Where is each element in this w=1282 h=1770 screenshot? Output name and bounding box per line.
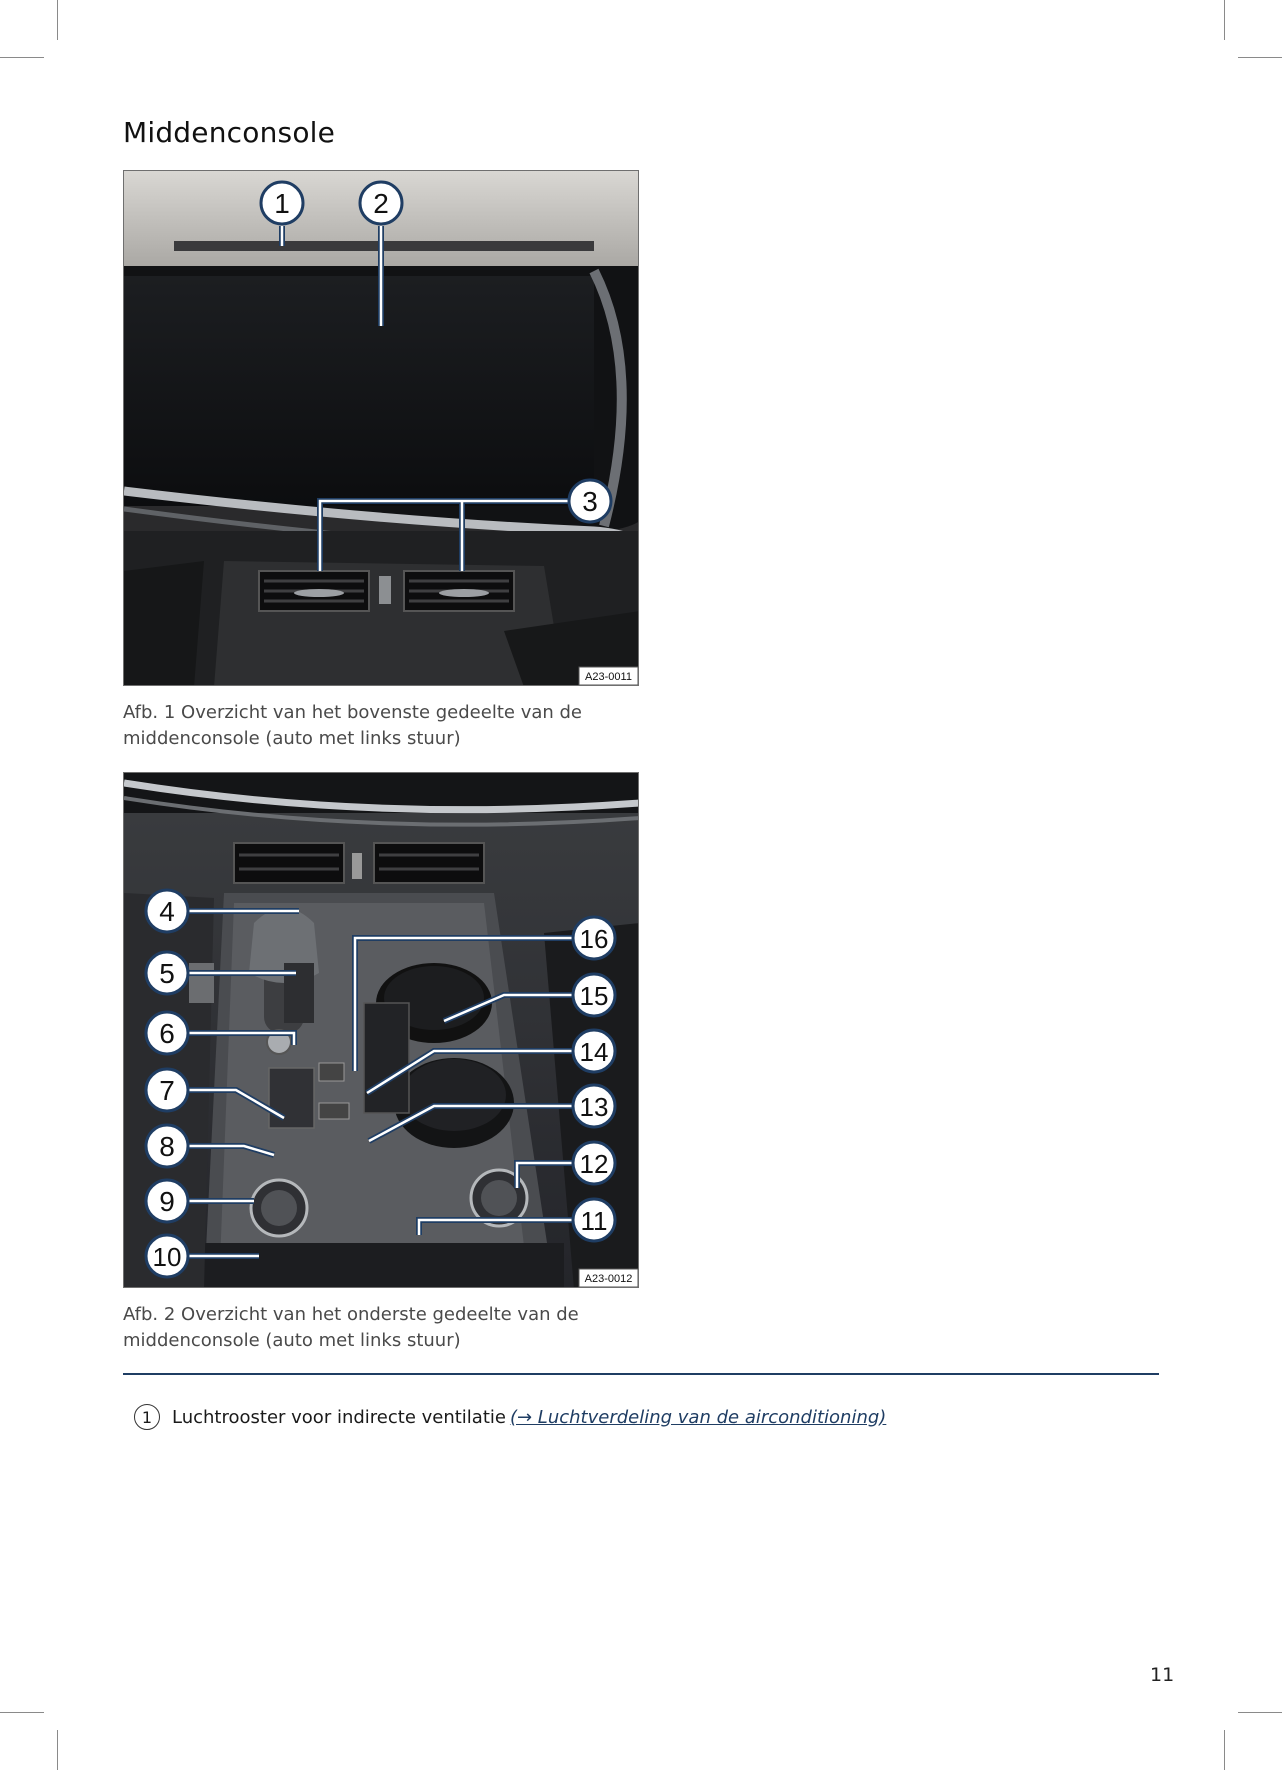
section-divider <box>123 1373 1159 1375</box>
callout-9-number: 9 <box>159 1186 175 1217</box>
callout-6-number: 6 <box>159 1018 175 1049</box>
callout-11-number: 11 <box>580 1206 608 1236</box>
crop-mark <box>1224 0 1225 40</box>
callout-7-number: 7 <box>159 1075 175 1106</box>
callout-3-number: 3 <box>582 486 598 517</box>
figure-code: A23-0012 <box>584 1273 633 1285</box>
figure-lower-console-illustration <box>124 773 639 1288</box>
crop-mark <box>1224 1730 1225 1770</box>
legend-item <box>134 1403 886 1431</box>
figure-lower-console <box>123 772 639 1288</box>
figure-1-caption: Afb. 1 Overzicht van het bovenste gedeelte van de middenconsole (auto met links stuur) <box>123 702 582 749</box>
figure-upper-console <box>123 170 639 686</box>
cross-reference-link[interactable]: (→ Luchtverdeling van de airconditioning) <box>509 1406 887 1428</box>
callout-2-number: 2 <box>373 188 389 219</box>
crop-mark <box>1238 1712 1282 1713</box>
callout-4-number: 4 <box>159 896 175 927</box>
callout-1-number: 1 <box>274 188 290 219</box>
callout-5-number: 5 <box>159 958 175 989</box>
crop-mark <box>0 57 44 58</box>
figure-2-caption: Afb. 2 Overzicht van het onderste gedeelte van de middenconsole (auto met links stuur) <box>123 1304 579 1351</box>
callout-12-number: 12 <box>579 1149 609 1179</box>
legend-item-number: 1 <box>134 1404 160 1430</box>
callout-10-number: 10 <box>152 1242 182 1272</box>
callout-14-number: 14 <box>579 1037 609 1067</box>
callout-13-number: 13 <box>579 1092 609 1122</box>
page-title: Middenconsole <box>123 116 336 149</box>
callout-8-number: 8 <box>159 1131 175 1162</box>
page-number: 11 <box>1150 1664 1175 1686</box>
callout-15-number: 15 <box>579 981 609 1011</box>
legend-item-text: Luchtrooster voor indirecte ventilatie <box>172 1406 506 1428</box>
crop-mark <box>0 1712 44 1713</box>
figure-upper-console-illustration <box>124 171 639 686</box>
crop-mark <box>1238 57 1282 58</box>
callout-16-number: 16 <box>579 924 609 954</box>
figure-code: A23-0011 <box>585 671 632 683</box>
crop-mark <box>57 0 58 40</box>
crop-mark <box>57 1730 58 1770</box>
